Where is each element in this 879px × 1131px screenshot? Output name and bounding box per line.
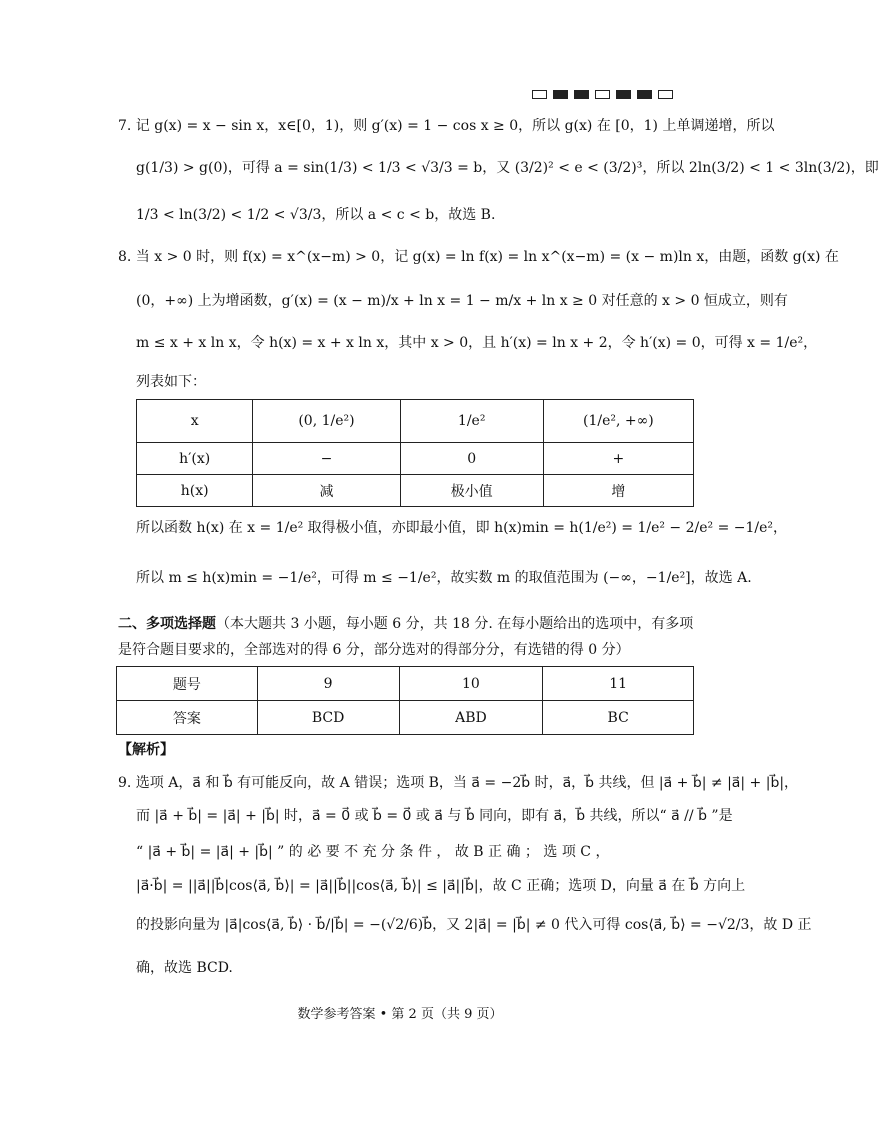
table-cell: (1/e², +∞): [543, 400, 693, 443]
monotonicity-table: [136, 399, 694, 507]
page-footer: 数学参考答案 • 第 2 页（共 9 页）: [297, 1007, 503, 1022]
q7-line-3: 1/3 < ln(3/2) < 1/2 < √3/3，所以 a < c < b，故选 B.: [136, 207, 496, 223]
section-2-title: 二、多项选择题: [118, 616, 216, 632]
section-2-heading: [118, 614, 693, 634]
header-mark: [595, 90, 610, 99]
table-row: [137, 400, 694, 443]
table-cell: +: [543, 443, 693, 475]
table-cell: 题号: [117, 667, 258, 701]
table-cell: 减: [253, 475, 400, 507]
table-cell: 10: [399, 667, 543, 701]
header-mark: [637, 90, 652, 99]
table-cell: 答案: [117, 701, 258, 735]
header-mark: [616, 90, 631, 99]
header-mark: [574, 90, 589, 99]
table-cell: −: [253, 443, 400, 475]
table-row: [117, 667, 694, 701]
q8-line-2: (0，+∞) 上为增函数，g′(x) = (x − m)/x + ln x = 1 − m/x + ln x ≥ 0 对任意的 x > 0 恒成立，则有: [136, 293, 788, 309]
q9-line-5: 的投影向量为 |a⃗|cos⟨a⃗, b⃗⟩ · b⃗/|b⃗| = −(√2/6)b⃗，又 2|a⃗| = |b⃗| ≠ 0 代入可得 cos⟨a⃗, b⃗⟩ = −√2/3，故 D 正: [136, 917, 812, 933]
q8-line-4: 列表如下：: [136, 374, 206, 390]
header-marks: [532, 90, 673, 99]
table-cell: 11: [543, 667, 694, 701]
q8-line-3: m ≤ x + x ln x，令 h(x) = x + x ln x，其中 x > 0，且 h′(x) = ln x + 2，令 h′(x) = 0，可得 x = 1/e²，: [136, 335, 818, 351]
q7-line-2: g(1/3) > g(0)，可得 a = sin(1/3) < 1/3 < √3/3 = b，又 (3/2)² < e < (3/2)³，所以 2ln(3/2) < 1 < 3ln(3/2)，即: [136, 160, 879, 176]
q9-line-2: 而 |a⃗ + b⃗| = |a⃗| + |b⃗| 时，a⃗ = 0⃗ 或 b⃗ = 0⃗ 或 a⃗ 与 b⃗ 同向，即有 a⃗，b⃗ 共线，所以“ a⃗ // b⃗ ”是: [136, 808, 733, 824]
answer-key-table: [116, 666, 694, 735]
q7-line-1: 7. 记 g(x) = x − sin x，x∈[0，1)，则 g′(x) = 1 − cos x ≥ 0，所以 g(x) 在 [0，1) 上单调递增，所以: [118, 118, 775, 134]
table-cell: ABD: [399, 701, 543, 735]
table-row: [137, 443, 694, 475]
section-2-desc-2: 是符合题目要求的，全部选对的得 6 分，部分选对的得部分分，有选错的得 0 分）: [118, 642, 630, 658]
q9-line-1: 9. 选项 A，a⃗ 和 b⃗ 有可能反向，故 A 错误；选项 B，当 a⃗ = −2b⃗ 时，a⃗，b⃗ 共线，但 |a⃗ + b⃗| ≠ |a⃗| + |b⃗|，: [118, 775, 799, 791]
section-2-desc: （本大题共 3 小题，每小题 6 分，共 18 分. 在每小题给出的选项中，有多项: [216, 616, 694, 632]
q9-line-3: “ |a⃗ + b⃗| = |a⃗| + |b⃗| ” 的 必 要 不 充 分 条 件 ， 故 B 正 确 ； 选 项 C ，: [136, 844, 610, 860]
q9-line-6: 确，故选 BCD.: [136, 960, 233, 976]
header-mark: [658, 90, 673, 99]
table-cell: h′(x): [137, 443, 253, 475]
table-cell: x: [137, 400, 253, 443]
q8-line-6: 所以 m ≤ h(x)min = −1/e²，可得 m ≤ −1/e²，故实数 m 的取值范围为 (−∞，−1/e²]，故选 A.: [136, 570, 752, 586]
table-cell: 增: [543, 475, 693, 507]
table-cell: BC: [543, 701, 694, 735]
table-cell: (0, 1/e²): [253, 400, 400, 443]
header-mark: [532, 90, 547, 99]
table-row: [137, 475, 694, 507]
table-cell: h(x): [137, 475, 253, 507]
table-cell: 9: [257, 667, 399, 701]
analysis-label: 【解析】: [118, 742, 174, 758]
q8-line-1: 8. 当 x > 0 时，则 f(x) = x^(x−m) > 0，记 g(x) = ln f(x) = ln x^(x−m) = (x − m)ln x，由题，函数 g(x) 在: [118, 249, 839, 265]
table-cell: 极小值: [400, 475, 543, 507]
q9-line-4: |a⃗·b⃗| = ||a⃗||b⃗|cos⟨a⃗, b⃗⟩| = |a⃗||b⃗||cos⟨a⃗, b⃗⟩| ≤ |a⃗||b⃗|，故 C 正确；选项 D，向量 a⃗ 在 b⃗ 方向上: [136, 878, 746, 894]
table-cell: BCD: [257, 701, 399, 735]
table-cell: 1/e²: [400, 400, 543, 443]
table-cell: 0: [400, 443, 543, 475]
q8-line-5: 所以函数 h(x) 在 x = 1/e² 取得极小值，亦即最小值，即 h(x)min = h(1/e²) = 1/e² − 2/e² = −1/e²，: [136, 520, 788, 536]
table-row: [117, 701, 694, 735]
header-mark: [553, 90, 568, 99]
